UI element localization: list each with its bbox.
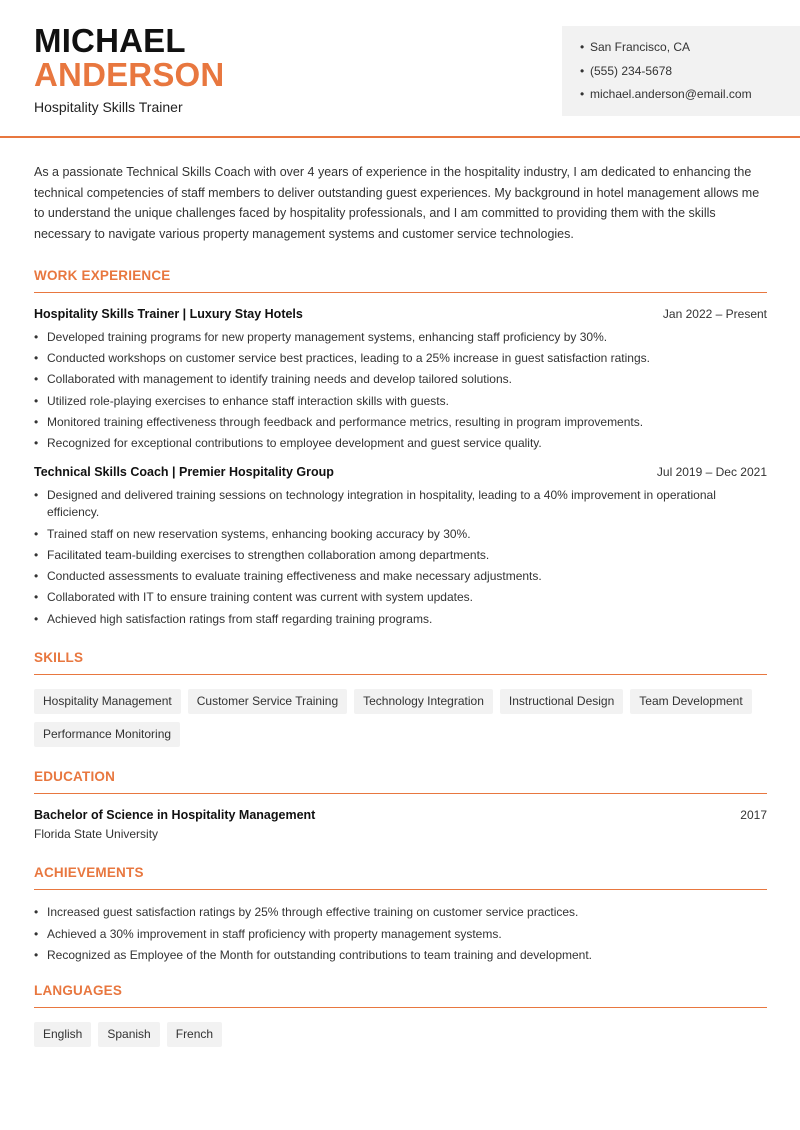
- job-entry: [34, 307, 767, 453]
- bullet-icon: •: [580, 63, 585, 78]
- list-item: • Achieved a 30% improvement in staff proficiency with property management systems.: [34, 926, 767, 944]
- achievements-section: [34, 865, 767, 964]
- job-heading: Hospitality Skills Trainer | Luxury Stay Hotels: [34, 306, 303, 321]
- first-name: MICHAEL: [34, 22, 186, 59]
- job-dates: Jul 2019 – Dec 2021: [656, 464, 767, 479]
- summary: As a passionate Technical Skills Coach with over 4 years of experience in the hospitality industry, I am dedicated to enhancing the technical competencies of staff members to deliver outstanding guest experiences. My background in hotel management allows me to understand the unique challenges faced by hospitality professionals, and I am committed to providing them with the skills necessary to navigate various property management systems and customer service technologies.: [34, 165, 760, 242]
- list-item: • Designed and delivered training sessions on technology integration in hospitality, leading to a 40% improvement in operational efficiency.: [34, 487, 767, 522]
- section-title-achievements: ACHIEVEMENTS: [34, 865, 767, 890]
- list-item: • Achieved high satisfaction ratings from staff regarding training programs.: [34, 611, 767, 629]
- list-item: • Monitored training effectiveness through feedback and performance metrics, resulting in program improvements.: [34, 414, 767, 432]
- section-title-skills: SKILLS: [34, 650, 767, 675]
- list-item: • Conducted assessments to evaluate training effectiveness and make necessary adjustments.: [34, 568, 767, 586]
- resume-header: [0, 0, 800, 138]
- bullet-icon: •: [580, 87, 585, 101]
- skill-tag: Technology Integration: [354, 689, 493, 714]
- job-entry: [34, 465, 767, 628]
- skill-tag: Performance Monitoring: [34, 722, 180, 747]
- list-item: • Collaborated with management to identify training needs and develop tailored solutions.: [34, 371, 767, 389]
- list-item: • Developed training programs for new property management systems, enhancing staff proficiency by 30%.: [34, 329, 767, 347]
- skill-tag: Hospitality Management: [34, 689, 181, 714]
- education-year: 2017: [740, 808, 767, 823]
- skill-tag: Instructional Design: [500, 689, 623, 714]
- languages-section: [34, 983, 767, 1047]
- list-item: • Increased guest satisfaction ratings by 25% through effective training on customer service practices.: [34, 904, 767, 922]
- education-school: Florida State University: [34, 827, 159, 842]
- contact-location-text: San Francisco, CA: [590, 40, 691, 54]
- list-item: • Recognized for exceptional contributions to employee development and guest service quality.: [34, 435, 767, 453]
- job-dates: Jan 2022 – Present: [662, 306, 767, 321]
- education-degree: Bachelor of Science in Hospitality Management: [34, 808, 316, 823]
- work-experience-section: [34, 268, 767, 628]
- language-tag: Spanish: [98, 1022, 159, 1047]
- language-tag: English: [34, 1022, 91, 1047]
- contact-email-text[interactable]: michael.anderson@email.com: [590, 87, 752, 101]
- contact-location: [580, 39, 800, 63]
- list-item: • Trained staff on new reservation systems, enhancing booking accuracy by 30%.: [34, 526, 767, 544]
- job-title: Hospitality Skills Trainer: [34, 99, 183, 115]
- achievements-list: [34, 904, 767, 964]
- job-bullets: [34, 487, 767, 628]
- bullet-icon: •: [580, 40, 585, 54]
- language-tags: [34, 1022, 767, 1047]
- job-heading: Technical Skills Coach | Premier Hospitality Group: [34, 464, 334, 479]
- section-title-education: EDUCATION: [34, 769, 767, 794]
- list-item: • Conducted workshops on customer service best practices, leading to a 25% increase in guest satisfaction ratings.: [34, 350, 767, 368]
- section-title-languages: LANGUAGES: [34, 983, 767, 1008]
- skills-section: [34, 650, 767, 747]
- list-item: • Collaborated with IT to ensure training content was current with system updates.: [34, 589, 767, 607]
- contact-phone-text: (555) 234-5678: [590, 63, 673, 78]
- education-section: [34, 769, 767, 841]
- section-title-work: WORK EXPERIENCE: [34, 268, 767, 293]
- resume-body: [34, 162, 767, 1047]
- list-item: • Facilitated team-building exercises to strengthen collaboration among departments.: [34, 547, 767, 565]
- last-name: ANDERSON: [34, 56, 225, 93]
- language-tag: French: [167, 1022, 222, 1047]
- list-item: • Recognized as Employee of the Month for outstanding contributions to team training and development.: [34, 947, 767, 965]
- contact-email[interactable]: [580, 86, 800, 110]
- skill-tag: Customer Service Training: [188, 689, 347, 714]
- skill-tag: Team Development: [630, 689, 751, 714]
- contact-box: [562, 26, 800, 116]
- list-item: • Utilized role-playing exercises to enhance staff interaction skills with guests.: [34, 393, 767, 411]
- job-bullets: [34, 329, 767, 453]
- contact-phone: [580, 63, 800, 87]
- skills-tags: [34, 689, 767, 747]
